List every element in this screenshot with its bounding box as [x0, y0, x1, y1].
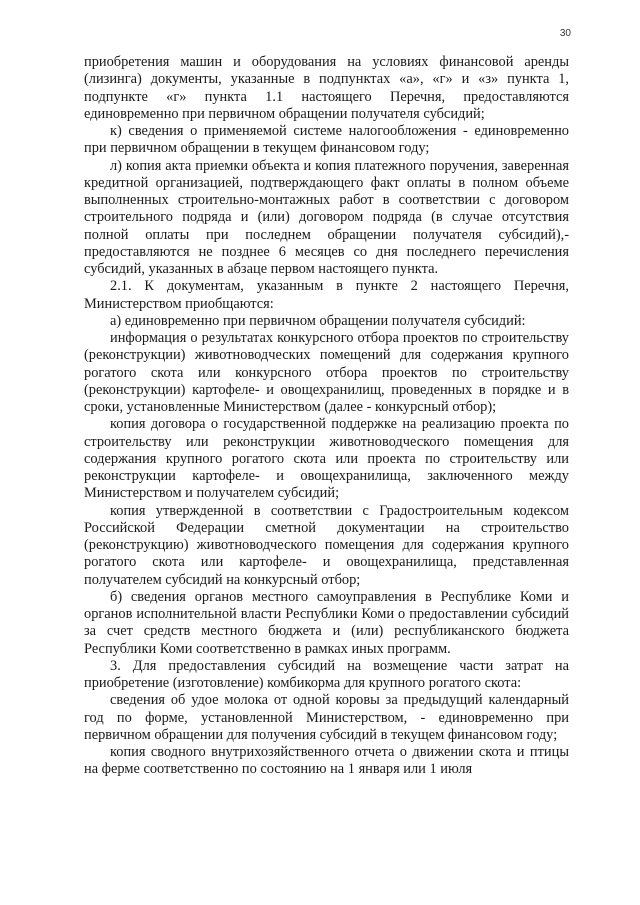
paragraph-support-agreement: копия договора о государственной поддержке на реализацию проекта по строительству или реконструкции животноводческого помещения для содержания крупного рогатого скота или проекта по строительству или реконструкции картофеле- и овощехранилища, заключенного между Министерством и получателем субсидий; — [84, 416, 569, 502]
paragraph-section-2-1: 2.1. К документам, указанным в пункте 2 настоящего Перечня, Министерством приобщаются: — [84, 278, 569, 312]
paragraph-item-l: л) копия акта приемки объекта и копия платежного поручения, заверенная кредитной организацией, подтверждающего факт оплаты в полном объеме выполненных строительно-монтажных работ в соответствии с договором строительного подряда и (или) договором подряда (в случае отсутствия полной оплаты при последнем обращении получателя субсидий),- предоставляются не позднее 6 месяцев со дня последнего перечисления субсидий, указанных в абзаце первом настоящего пункта. — [84, 157, 569, 277]
paragraph-item-a: а) единовременно при первичном обращении получателя субсидий: — [110, 312, 526, 329]
page-number: 30 — [559, 28, 571, 39]
paragraph-item-k: к) сведения о применяемой системе налогообложения - единовременно при первичном обращении в текущем финансовом году; — [84, 123, 569, 157]
paragraph-competition-info: информация о результатах конкурсного отбора проектов по строительству (реконструкции) животноводческих помещений для содержания крупного рогатого скота или конкурсного отбора проектов по строительству (реконструкции) картофеле- и овощехранилищ, проведенных в порядке и в сроки, установленные Министерством (далее - конкурсный отбор); — [84, 330, 569, 415]
paragraph-section-3: 3. Для предоставления субсидий на возмещение части затрат на приобретение (изготовление) комбикорма для крупного рогатого скота: — [84, 657, 569, 691]
paragraph-estimate-documentation: копия утвержденной в соответствии с Градостроительным кодексом Российской Федерации сметной документации на строительство (реконструкцию) животноводческого помещения для содержания крупного рогатого скота или картофеле- и овощехранилища, представленная получателем субсидий на конкурсный отбор; — [84, 502, 569, 588]
paragraph-livestock-report: копия сводного внутрихозяйственного отчета о движении скота и птицы на ферме соответственно по состоянию на 1 января или 1 июля — [84, 744, 569, 778]
paragraph-milk-yield: сведения об удое молока от одной коровы за предыдущий календарный год по форме, установленной Министерством, - единовременно при первичном обращении для получения субсидий в текущем финансовом году; — [84, 692, 569, 743]
document-body — [84, 54, 569, 779]
paragraph-continuation: приобретения машин и оборудования на условиях финансовой аренды (лизинга) документы, указанные в подпунктах «а», «г» и «з» пункта 1, подпункте «г» пункта 1.1 настоящего Перечня, предоставляются единовременно при первичном обращении получателя субсидий; — [84, 54, 569, 122]
paragraph-item-b: б) сведения органов местного самоуправления в Республике Коми и органов исполнительной власти Республики Коми о предоставлении субсидий за счет средств местного бюджета и (или) республиканского бюджета Республики Коми соответственно в рамках иных программ. — [84, 588, 569, 657]
